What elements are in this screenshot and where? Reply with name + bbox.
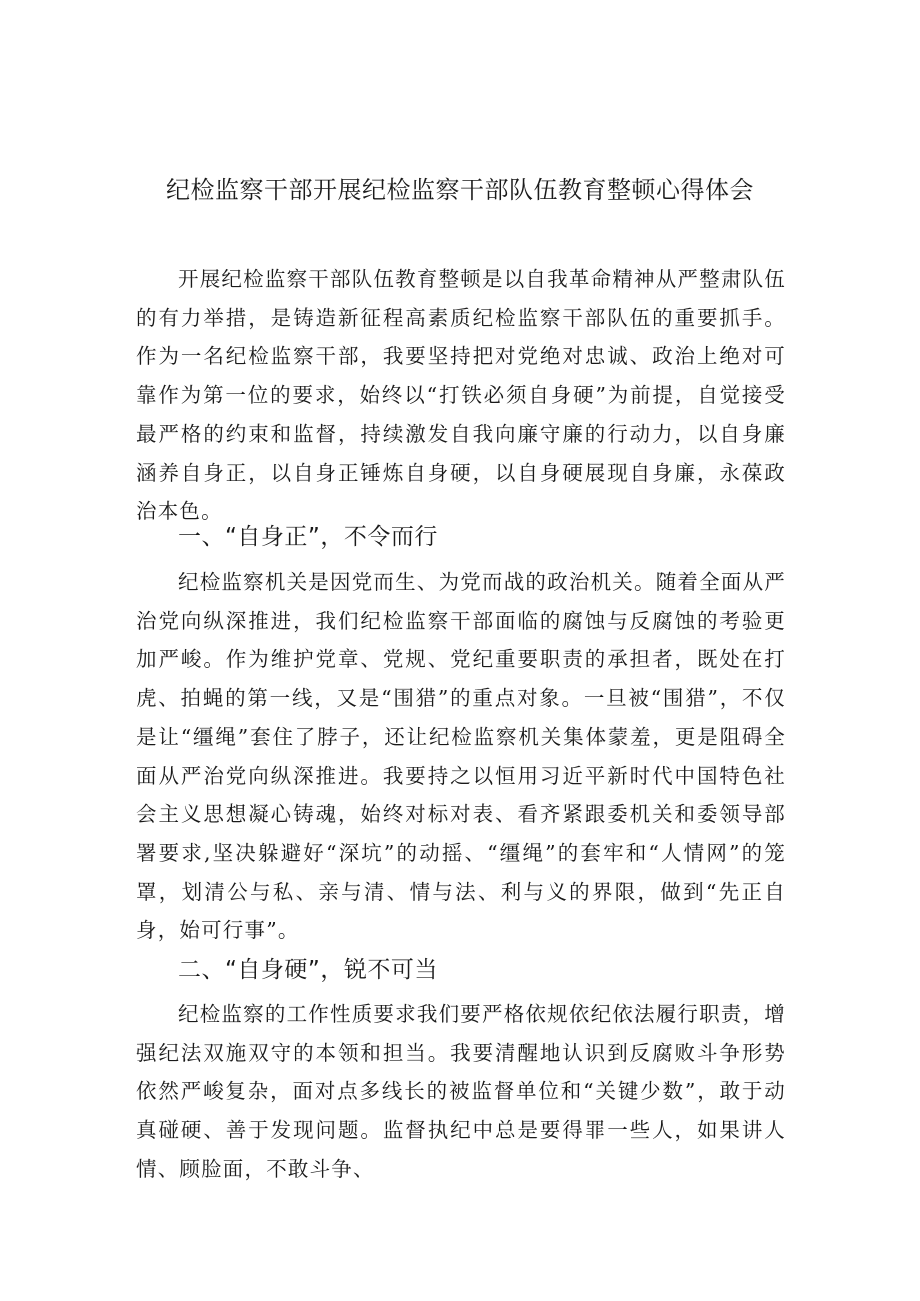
section-heading-1: 一、“自身正”，不令而行 xyxy=(178,524,438,550)
document-title: 纪检监察干部开展纪检监察干部队伍教育整顿心得体会 xyxy=(166,176,754,204)
section-body-2: 纪检监察的工作性质要求我们要严格依规依纪依法履行职责，增强纪法双施双守的本领和担当。我要清醒地认识到反腐败斗争形势依然严峻复杂，面对点多线长的被监督单位和“关键少数”，敢于动真碰硬、善于发现问题。监督执纪中总是要得罪一些人，如果讲人情、顾脸面，不敢斗争、 xyxy=(136,1002,786,1181)
section-heading-2: 二、“自身硬”，锐不可当 xyxy=(178,957,438,983)
section-body-1: 纪检监察机关是因党而生、为党而战的政治机关。随着全面从严治党向纵深推进，我们纪检监察干部面临的腐蚀与反腐蚀的考验更加严峻。作为维护党章、党规、党纪重要职责的承担者，既处在打虎、拍蝇的第一线，又是“围猎”的重点对象。一旦被“围猎”，不仅是让“缰绳”套住了脖子，还让纪检监察机关集体蒙羞，更是阻碍全面从严治党向纵深推进。我要持之以恒用习近平新时代中国特色社会主义思想凝心铸魂，始终对标对表、看齐紧跟委机关和委领导部署要求,坚决躲避好“深坑”的动摇、“缰绳”的套牢和“人情网”的笼罩，划清公与私、亲与清、情与法、利与义的界限，做到“先正自身，始可行事”。 xyxy=(136,570,786,943)
intro-paragraph: 开展纪检监察干部队伍教育整顿是以自我革命精神从严整肃队伍的有力举措，是铸造新征程高素质纪检监察干部队伍的重要抓手。作为一名纪检监察干部，我要坚持把对党绝对忠诚、政治上绝对可靠作为第一位的要求，始终以“打铁必须自身硬”为前提，自觉接受最严格的约束和监督，持续激发自我向廉守廉的行动力，以自身廉涵养自身正，以自身正锤炼自身硬，以自身硬展现自身廉，永葆政治本色。 xyxy=(136,267,786,524)
